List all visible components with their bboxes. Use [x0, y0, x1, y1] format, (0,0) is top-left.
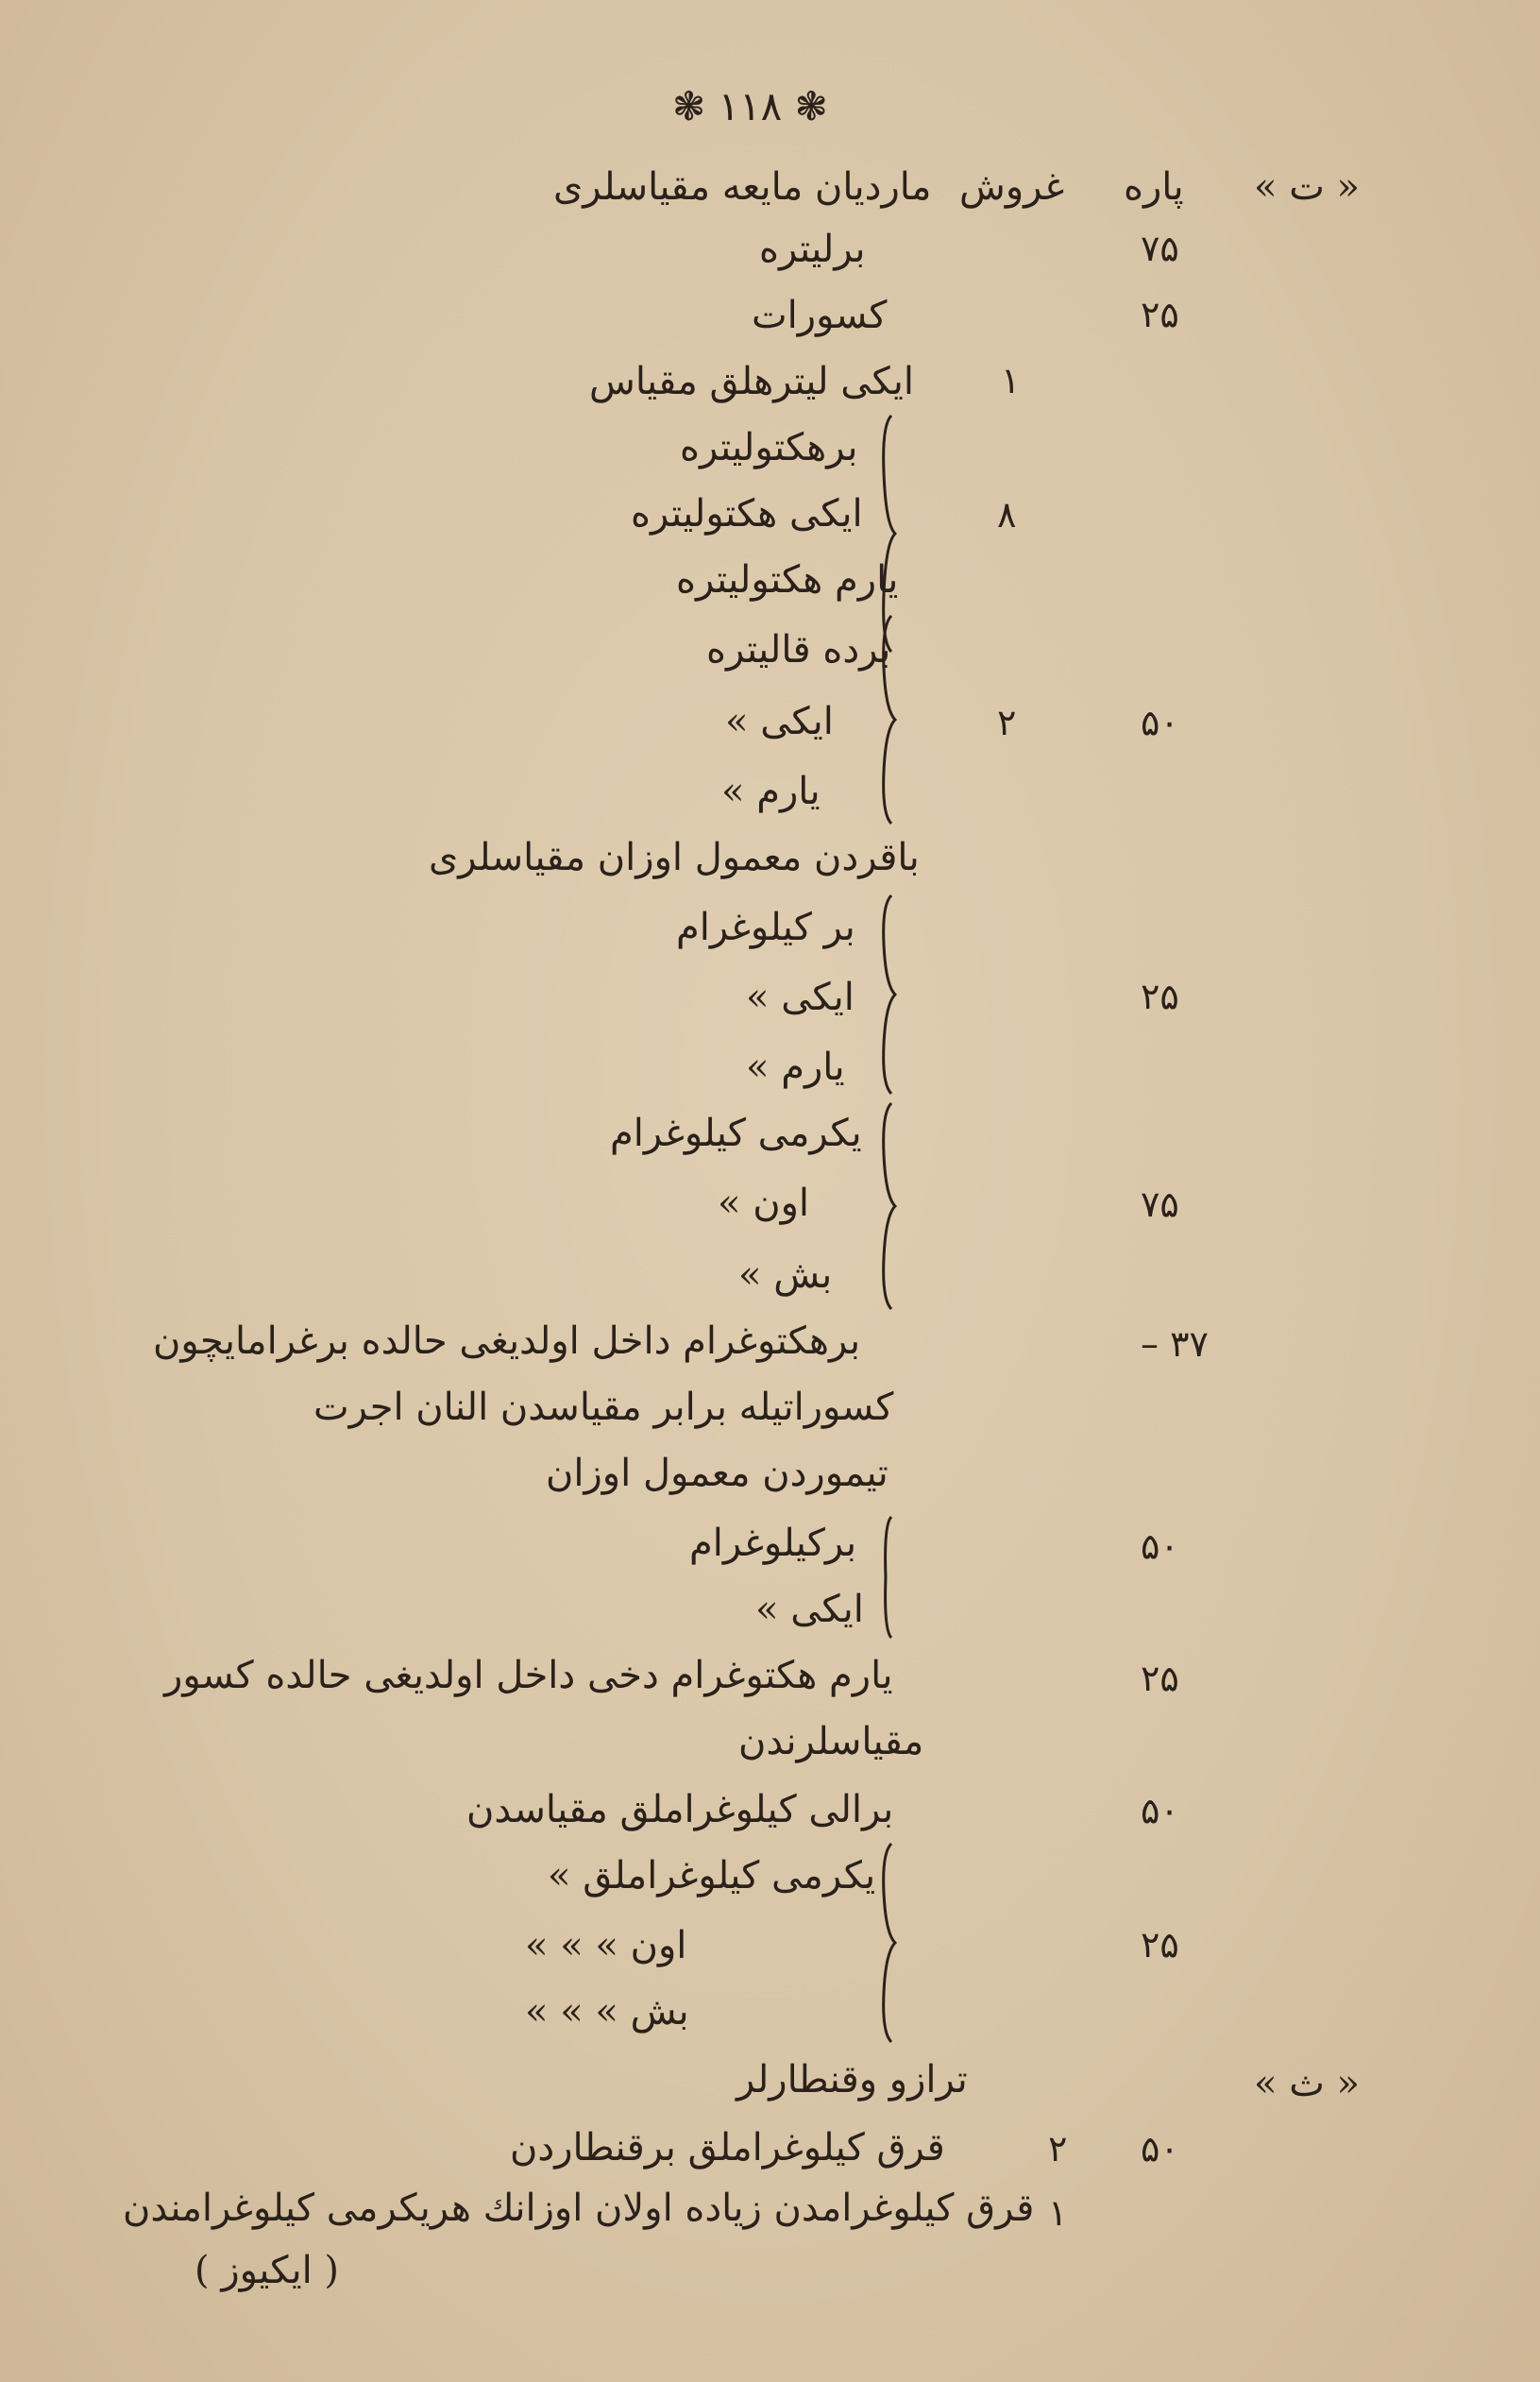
- row-para: ۵۰: [1141, 1790, 1179, 1831]
- section-label-th: « ث »: [1254, 2062, 1361, 2105]
- row-text: یارم »: [721, 770, 821, 813]
- row-para: ۷۵: [1141, 228, 1179, 269]
- page-number-value: ۱۱۸: [718, 83, 783, 129]
- row-para: ۲۵: [1141, 294, 1179, 335]
- row-text: برالی کیلوغراملق مقیاسدن: [466, 1788, 894, 1831]
- row-text: ایکی »: [746, 976, 855, 1019]
- row-text: یارم »: [746, 1046, 845, 1089]
- brace: [880, 1103, 899, 1309]
- brace: [880, 1517, 899, 1638]
- row-text: ایکی لیترهلق مقیاس: [589, 360, 914, 403]
- row-para: ۵۰: [1141, 1525, 1179, 1567]
- row-gurush: ۸: [997, 494, 1017, 536]
- row-text: برهکتولیتره: [680, 426, 858, 469]
- row-para: – ۳۷: [1141, 1323, 1209, 1365]
- row-text: کسوراتیله برابر مقیاسدن النان اجرت: [313, 1386, 894, 1429]
- row-text: یکرمی کیلوغرام: [610, 1112, 862, 1155]
- row-text: باقردن معمول اوزان مقیاسلری: [429, 836, 920, 879]
- section-title: ترازو وقنطارلر: [736, 2058, 968, 2101]
- row-text: ( ایکیوز ): [195, 2249, 340, 2292]
- column-header-gurush: غروش: [959, 165, 1065, 209]
- section-title: ماردیان مایعه مقیاسلری: [553, 165, 932, 209]
- row-text: قرق کیلوغراملق برقنطاردن: [510, 2126, 945, 2169]
- row-text: برلیتره: [759, 228, 866, 271]
- row-para: ۲۵: [1141, 1924, 1179, 1965]
- row-text: اون »: [718, 1182, 809, 1225]
- row-text: ایکی هکتولیتره: [631, 492, 863, 536]
- row-gurush: ۱: [1048, 2192, 1068, 2234]
- row-text: تیموردن معمول اوزان: [546, 1452, 888, 1495]
- row-gurush: ۱: [1001, 360, 1021, 401]
- column-header-para: پاره: [1124, 165, 1184, 209]
- row-text: بر کیلوغرام: [676, 906, 855, 949]
- row-para: ۲۵: [1141, 1658, 1179, 1699]
- section-label-t: « ت »: [1254, 165, 1361, 209]
- row-text: ایکی »: [725, 700, 834, 743]
- row-text: بش »: [738, 1253, 833, 1297]
- row-text: برکیلوغرام: [689, 1522, 857, 1565]
- row-text: قرق کیلوغرامدن زیاده اولان اوزانك هریکرمی کیلوغرامندن: [123, 2186, 1035, 2230]
- row-text: مقیاسلرندن: [738, 1720, 924, 1763]
- row-text: برهکتوغرام داخل اولدیغی حالده برغرامایچون: [153, 1319, 861, 1363]
- row-gurush: ۲: [997, 702, 1017, 743]
- row-gurush: ۲: [1048, 2128, 1068, 2169]
- row-text: کسورات: [752, 294, 888, 337]
- row-text: یکرمی کیلوغراملق »: [548, 1854, 876, 1897]
- ornament-right: ❃: [794, 83, 828, 129]
- row-text: یارم هکتوغرام دخی داخل اولدیغی حالده کسور: [164, 1654, 893, 1697]
- ornament-left: ❃: [672, 83, 706, 129]
- row-text: برده قالیتره: [706, 628, 891, 672]
- row-para: ۵۰: [1141, 2128, 1179, 2169]
- row-text: یارم هکتولیتره: [676, 558, 899, 602]
- brace: [880, 1844, 899, 2042]
- row-text: اون » » »: [525, 1924, 687, 1967]
- row-para: ۲۵: [1141, 976, 1179, 1017]
- page-number: [672, 83, 828, 129]
- row-text: بش » » »: [525, 1990, 689, 2033]
- row-para: ۵۰: [1141, 702, 1179, 743]
- brace: [880, 895, 899, 1094]
- row-para: ۷۵: [1141, 1183, 1179, 1225]
- row-text: ایکی »: [755, 1588, 864, 1631]
